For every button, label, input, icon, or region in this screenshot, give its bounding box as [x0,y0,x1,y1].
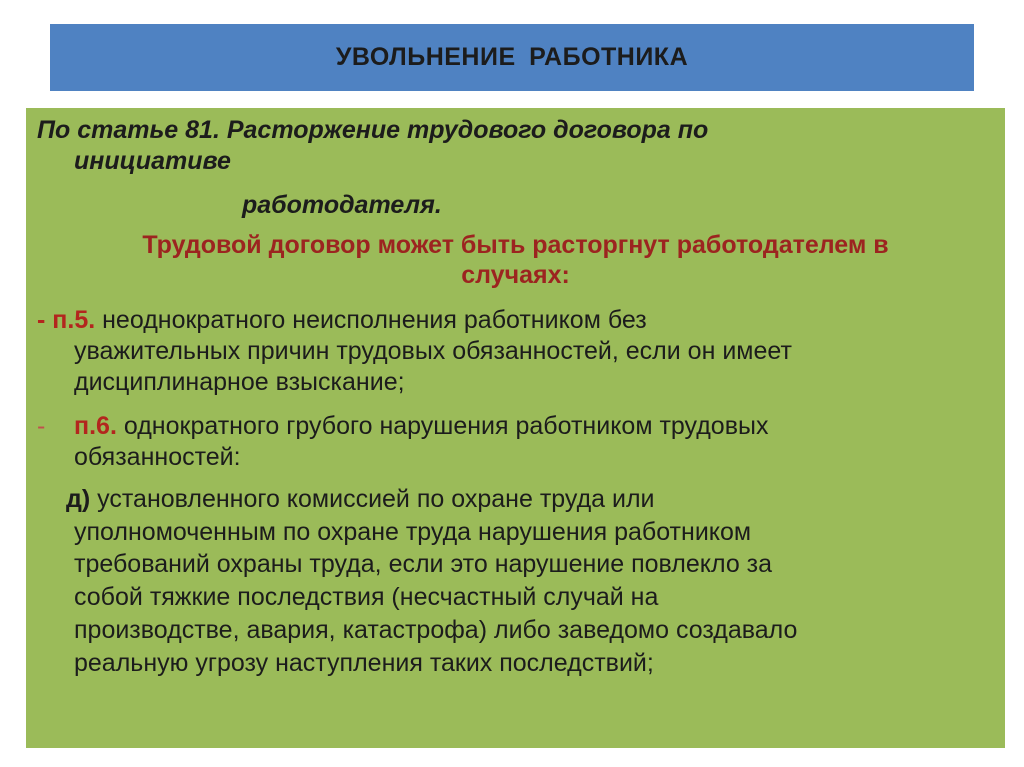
heading-line-1: По статье 81. Расторжение трудового договора по [37,116,709,144]
subheading-line-1: Трудовой договор может быть расторгнут работодателем в [142,231,889,259]
heading-line-3: работодателя. [242,191,442,219]
subitem-line-3: требований охраны труда, если это нарушение повлекло за [74,550,773,578]
slide-title: УВОЛЬНЕНИЕ РАБОТНИКА [335,43,689,71]
title-bar [50,24,974,91]
item-p6-line-2: обязанностей: [74,443,241,471]
item-p6-dash: - [37,412,46,440]
subitem-marker: д) [66,485,91,513]
subheading-line-2: случаях: [461,261,570,289]
subitem-line-1 [66,484,655,515]
item-p6-text-1: однократного грубого нарушения работником трудовых [123,412,769,440]
heading-line-2: инициативе [74,147,231,175]
subitem-line-5: производстве, авария, катастрофа) либо заведомо создавало [74,616,798,644]
subitem-text-1: установленного комиссией по охране труда или [97,485,655,513]
item-p5-line-3: дисциплинарное взыскание; [74,368,405,396]
item-p5-line-2: уважительных причин трудовых обязанностей, если он имеет [74,337,792,365]
content-box [26,108,1005,748]
subitem-line-6: реальную угрозу наступления таких последствий; [74,649,654,677]
subitem-line-2: уполномоченным по охране труда нарушения работником [74,518,752,546]
subitem-line-4: собой тяжкие последствия (несчастный случай на [74,583,659,611]
item-p5-marker: - п.5. [37,306,96,334]
item-p6-marker: п.6. [74,412,117,440]
item-p6-line-1 [74,411,768,442]
item-p5-line-1 [37,305,647,336]
item-p5-text-1: неоднократного неисполнения работником без [102,306,647,334]
